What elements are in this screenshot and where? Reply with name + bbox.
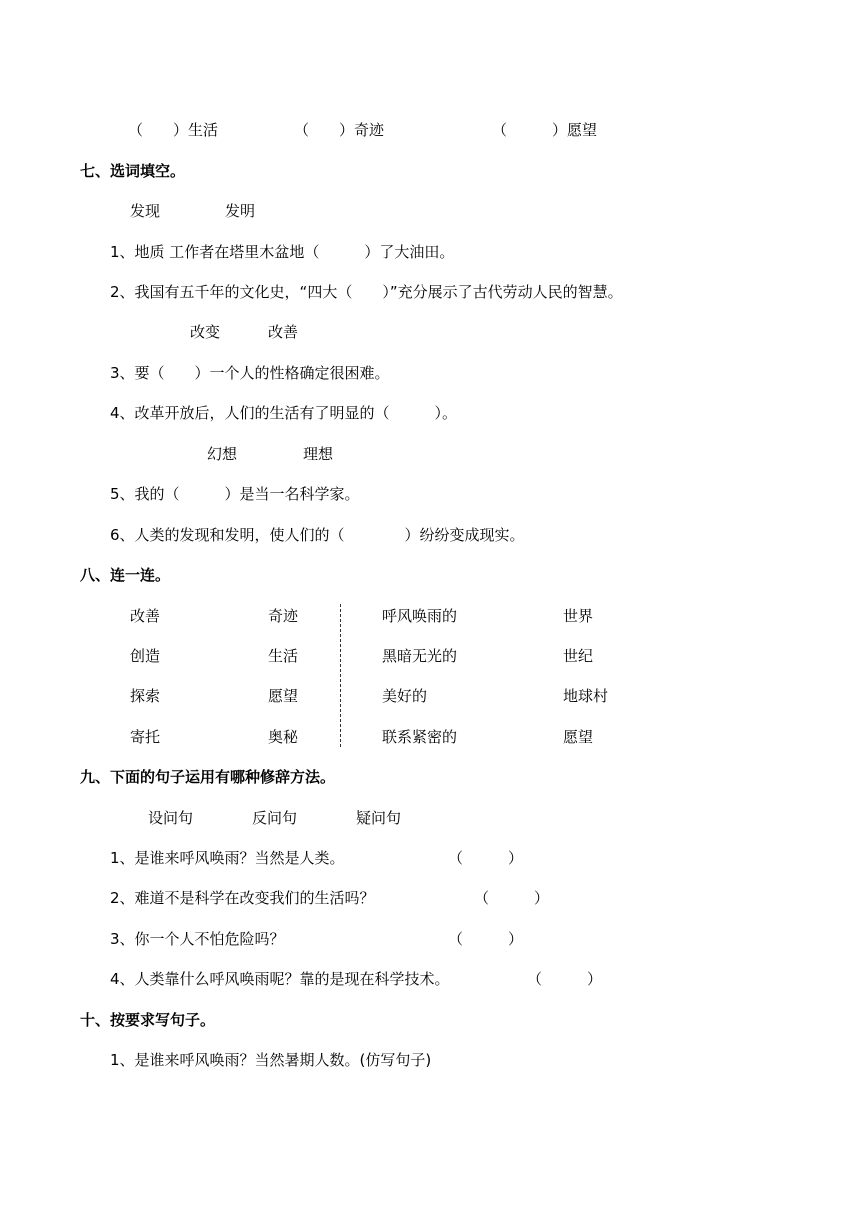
answer-blank: （ ） [448, 930, 524, 948]
match-left-a: 创造 [130, 647, 161, 665]
section-8-title: 八、连一连。 [80, 566, 171, 584]
question-7-6: 6、人类的发现和发明，使人们的（ ）纷纷变成现实。 [110, 526, 525, 544]
match-right-a: 黑暗无光的 [382, 647, 458, 665]
answer-blank: （ ） [527, 970, 603, 988]
rhetoric-option: 设问句 [148, 809, 194, 827]
match-left-a: 探索 [130, 687, 161, 705]
question-7-4: 4、改革开放后，人们的生活有了明显的（ ）。 [110, 404, 458, 422]
question-9-4: 4、人类靠什么呼风唤雨呢？靠的是现在科学技术。 [110, 970, 450, 988]
question-7-2: 2、我国有五千年的文化史，“四大（ ）”充分展示了古代劳动人民的智慧。 [110, 283, 623, 301]
match-right-a: 美好的 [382, 687, 428, 705]
match-left-b: 愿望 [268, 687, 299, 705]
match-right-b: 地球村 [563, 687, 609, 705]
match-left-b: 奥秘 [268, 728, 299, 746]
word-option: 幻想 [207, 445, 238, 463]
top-blank-3: （ ）愿望 [492, 121, 598, 139]
match-right-b: 世纪 [563, 647, 594, 665]
match-left-a: 改善 [130, 607, 161, 625]
section-7-title: 七、选词填空。 [80, 162, 186, 180]
match-right-b: 愿望 [563, 728, 594, 746]
word-option: 改变 [190, 323, 221, 341]
question-7-3: 3、要（ ）一个人的性格确定很困难。 [110, 364, 390, 382]
question-9-3: 3、你一个人不怕危险吗？ [110, 930, 285, 948]
rhetoric-option: 反问句 [252, 809, 298, 827]
dashed-divider [340, 604, 341, 747]
answer-blank: （ ） [474, 889, 550, 907]
answer-blank: （ ） [448, 849, 524, 867]
word-option: 发现 [130, 202, 161, 220]
question-7-5: 5、我的（ ）是当一名科学家。 [110, 485, 360, 503]
question-10-1: 1、是谁来呼风唤雨？当然暑期人数。(仿写句子) [110, 1051, 432, 1069]
match-right-a: 联系紧密的 [382, 728, 458, 746]
rhetoric-option: 疑问句 [356, 809, 402, 827]
top-blank-2: （ ）奇迹 [294, 121, 385, 139]
question-9-2: 2、难道不是科学在改变我们的生活吗？ [110, 889, 375, 907]
word-option: 改善 [268, 323, 299, 341]
section-9-title: 九、下面的句子运用有哪种修辞方法。 [80, 768, 336, 786]
word-option: 理想 [303, 445, 334, 463]
section-10-title: 十、按要求写句子。 [80, 1011, 216, 1029]
match-left-b: 奇迹 [268, 607, 299, 625]
question-9-1: 1、是谁来呼风唤雨？当然是人类。 [110, 849, 345, 867]
match-left-b: 生活 [268, 647, 299, 665]
top-blank-1: （ ）生活 [128, 121, 219, 139]
match-left-a: 寄托 [130, 728, 161, 746]
match-right-a: 呼风唤雨的 [382, 607, 458, 625]
question-7-1: 1、地质 工作者在塔里木盆地（ ）了大油田。 [110, 243, 455, 261]
word-option: 发明 [225, 202, 256, 220]
match-right-b: 世界 [563, 607, 594, 625]
